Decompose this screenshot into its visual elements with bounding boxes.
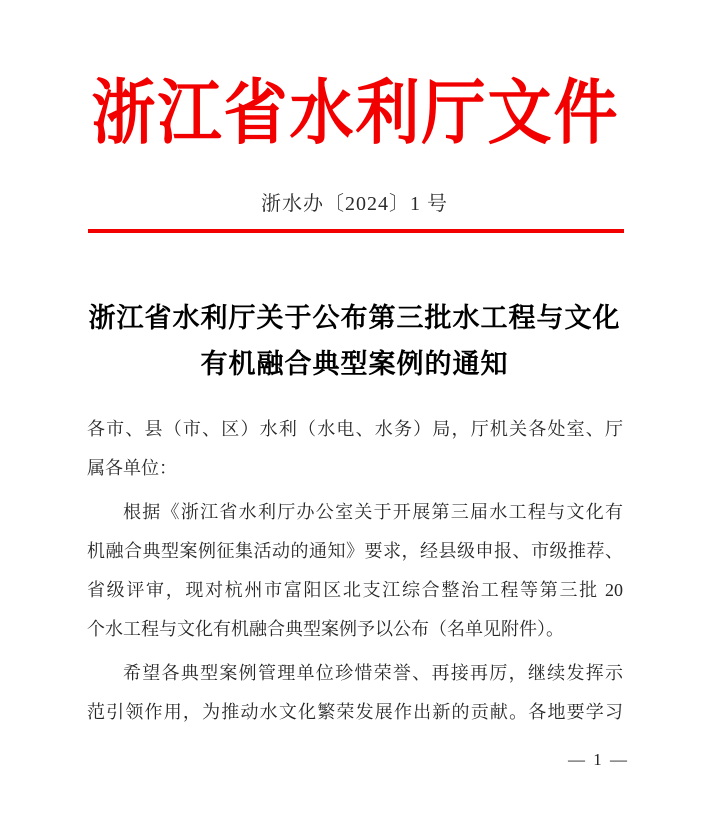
agency-banner-title: 浙江省水利厅文件: [91, 74, 620, 153]
body-text-line-salutation: 各市、县（市、区）水利（水电、水务）局，厅机关各处室、厅: [87, 419, 623, 439]
document-title-line2: 有机融合典型案例的通知: [200, 349, 509, 379]
body-text-line: 机融合典型案例征集活动的通知》要求，经县级申报、市级推荐、: [87, 541, 623, 561]
body-text-line-salutation: 属各单位：: [87, 458, 177, 478]
body-text-line: 希望各典型案例管理单位珍惜荣誉、再接再厉，继续发挥示: [123, 663, 623, 683]
body-text-line: 个水工程与文化有机融合典型案例予以公布（名单见附件）。: [87, 619, 564, 639]
document-title: [0, 295, 709, 387]
red-divider-line: [88, 229, 624, 233]
document-number: 浙水办〔2024〕1 号: [261, 193, 448, 215]
document-body: [87, 410, 623, 732]
body-text-line: 省级评审，现对杭州市富阳区北支江综合整治工程等第三批 20: [87, 580, 623, 600]
body-text-line: 根据《浙江省水利厅办公室关于开展第三届水工程与文化有: [123, 502, 623, 522]
page-number: — 1 —: [568, 750, 629, 769]
document-title-line1: 浙江省水利厅关于公布第三批水工程与文化: [88, 303, 621, 333]
body-text-line: 范引领作用，为推动水文化繁荣发展作出新的贡献。各地要学习: [87, 702, 623, 722]
